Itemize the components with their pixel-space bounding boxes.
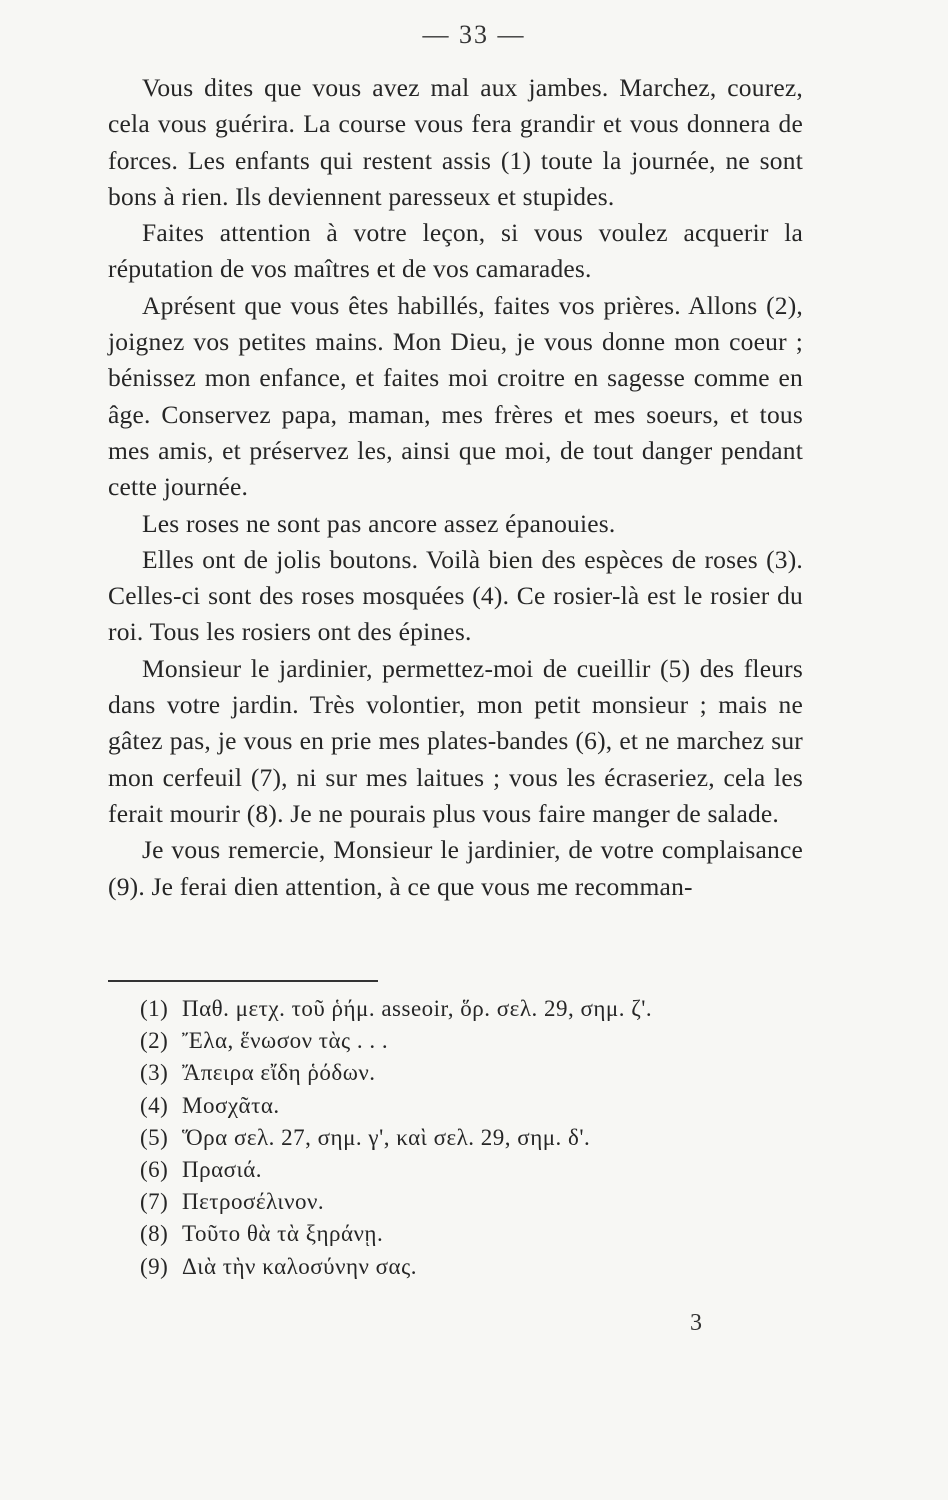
paragraph: Aprésent que vous êtes habillés, faites vos prières. Allons (2), joignez vos petites mains. Mon Dieu, je vous donne mon coeur ; bénissez mon enfance, et faites moi croitre en sagesse comme en âge. Conservez papa, maman, mes frères et mes soeurs, et tous mes amis, et préservez les, ainsi que moi, de tout danger pendant cette journée. xyxy=(108,290,803,502)
footnote-separator xyxy=(108,980,378,982)
footnote xyxy=(140,1154,760,1186)
footnote-number: (7) xyxy=(140,1189,169,1215)
paragraph: Je vous remercie, Monsieur le jardinier, de votre complaisance (9). Je ferai dien attention, à ce que vous me recomman- xyxy=(108,835,803,901)
footnotes xyxy=(140,993,760,1283)
footnote-text: Ἔλα, ἕνωσον τὰς . . . xyxy=(182,1028,389,1054)
footnote-number: (3) xyxy=(140,1060,169,1086)
footnote xyxy=(140,1218,760,1250)
footnote xyxy=(140,1025,760,1057)
footnote-text: Ὅρα σελ. 27, σημ. γ', καὶ σελ. 29, σημ. δ'. xyxy=(182,1124,591,1150)
footnote-text: Τοῦτο θὰ τὰ ξηράνῃ. xyxy=(182,1221,384,1247)
footnote xyxy=(140,993,760,1025)
paragraph: Vous dites que vous avez mal aux jambes. Marchez, courez, cela vous guérira. La course vous fera grandir et vous donnera de forces. Les enfants qui restent assis (1) toute la journée, ne sont bons à rien. Ils deviennent paresseux et stupides. xyxy=(108,73,803,211)
paragraph: Elles ont de jolis boutons. Voilà bien des espèces de roses (3). Celles-ci sont des roses mosquées (4). Ce rosier-là est le rosier du roi. Tous les rosiers ont des épines. xyxy=(108,544,803,647)
footnote-number: (1) xyxy=(140,996,169,1021)
footnote-number: (2) xyxy=(140,1028,169,1054)
main-text xyxy=(108,70,803,905)
footnote-text: Μοσχᾶτα. xyxy=(182,1092,280,1118)
footnote-text: Διὰ τὴν καλοσύνην σας. xyxy=(182,1253,417,1279)
footnote-text: Παθ. μετχ. τοῦ ῥήμ. asseoir, ὅρ. σελ. 29, σημ. ζ'. xyxy=(182,996,653,1021)
footnote xyxy=(140,1057,760,1089)
footnote-number: (5) xyxy=(140,1124,169,1150)
footnote-number: (8) xyxy=(140,1221,169,1247)
paragraph: Les roses ne sont pas ancore assez épanouies. xyxy=(142,508,616,538)
footnote-text: Πρασιά. xyxy=(182,1157,263,1183)
footnote-text: Ἄπειρα εἴδη ῥόδων. xyxy=(182,1060,376,1086)
signature-mark: 3 xyxy=(690,1310,702,1336)
footnote xyxy=(140,1090,760,1122)
footnote xyxy=(140,1251,760,1283)
footnote xyxy=(140,1122,760,1154)
footnote-number: (4) xyxy=(140,1092,169,1118)
footnote-text: Πετροσέλινον. xyxy=(182,1189,325,1215)
paragraph: Monsieur le jardinier, permettez-moi de cueillir (5) des fleurs dans votre jardin. Très volontier, mon petit monsieur ; mais ne gâtez pas, je vous en prie mes plates-bandes (6), et ne marchez sur mon cerfeuil (7), ni sur mes laitues ; vous les écraseriez, cela les ferait mourir (8). Je ne pourais plus vous faire manger de salade. xyxy=(108,653,803,828)
page-number-header: — 33 — xyxy=(422,20,526,49)
footnote-number: (9) xyxy=(140,1253,169,1279)
paragraph: Faites attention à votre leçon, si vous voulez acquerir la réputation de vos maîtres et de vos camarades. xyxy=(108,218,803,284)
footnote-number: (6) xyxy=(140,1157,169,1183)
footnote xyxy=(140,1186,760,1218)
